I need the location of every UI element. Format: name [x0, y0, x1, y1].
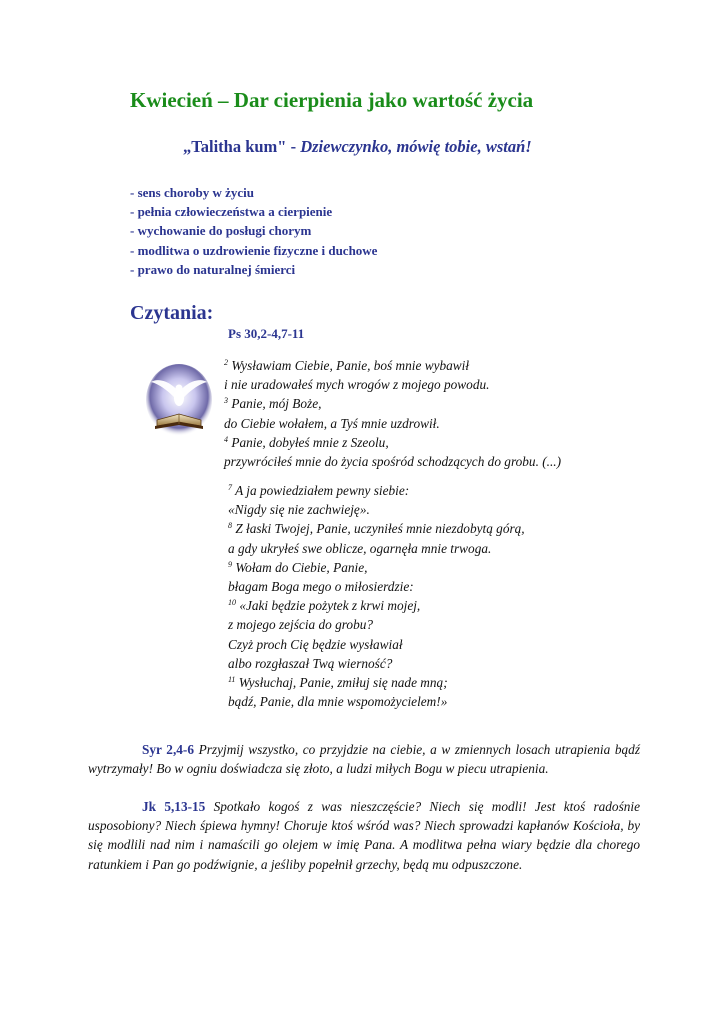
verse-line: [228, 615, 525, 634]
verse-line: [228, 539, 525, 558]
verse-text: a gdy ukryłeś swe oblicze, ogarnęła mnie trwoga.: [228, 540, 492, 556]
topic-item: - pełnia człowieczeństwa a cierpienie: [130, 204, 333, 220]
topic-item: - modlitwa o uzdrowienie fizyczne i duchowe: [130, 242, 378, 258]
verse-line: [224, 414, 561, 433]
verse-line: [224, 356, 561, 375]
verse-text: bądź, Panie, dla mnie wspomożycielem!»: [228, 694, 448, 710]
verse-text: albo rozgłaszał Twą wierność?: [228, 655, 393, 671]
verse-number: 4: [224, 434, 228, 444]
reading-reference: Syr 2,4-6: [142, 742, 195, 757]
verse-line: [224, 394, 561, 413]
verse-line: [224, 452, 561, 471]
verse-number: 3: [224, 396, 228, 406]
topic-item: - sens choroby w życiu: [130, 185, 254, 200]
verse-text: Panie, mój Boże,: [228, 396, 322, 412]
reading-text: Przyjmij wszystko, co przyjdzie na ciebie, a w zmiennych losach utrapienia bądź wytrzymały! Bo w ogniu doświadcza się złoto, a ludzi miłych Bogu w piecu utrapienia.: [88, 742, 640, 777]
verse-text: «Jaki będzie pożytek z krwi mojej,: [236, 598, 421, 614]
verse-line: [228, 596, 525, 615]
verse-line: [228, 519, 525, 538]
reading-text: Spotkało kogoś z was nieszczęście? Niech się modli! Jest ktoś radośnie usposobiony? Niech śpiewa hymny! Choruje ktoś wśród was? Niech sprowadzi kapłanów Kościoła, by się modlili nad nim i namaścili go olejem w imię Pana. A modlitwa pełna wiary będzie dla chorego ratunkiem i Pan go podźwignie, a jeśliby popełnił grzechy, będą mu odpuszczone.: [88, 799, 640, 872]
psalm-reference: Ps 30,2-4,7-11: [228, 326, 305, 341]
verse-text: do Ciebie wołałem, a Tyś mnie uzdrowił.: [224, 415, 440, 431]
verse-number: 11: [228, 675, 236, 685]
verse-line: [228, 577, 525, 596]
verse-text: i nie uradowałeś mych wrogów z mojego powodu.: [224, 377, 490, 393]
subtitle-quote: „Talitha kum" -: [183, 137, 301, 156]
topic-item: - prawo do naturalnej śmierci: [130, 261, 296, 277]
dove-over-bible-icon: [145, 362, 213, 437]
verse-line: [228, 481, 525, 500]
verse-line: [228, 558, 525, 577]
verse-line: [228, 692, 525, 711]
page-title: Kwiecień – Dar cierpienia jako wartość życia: [130, 88, 534, 112]
verse-text: błagam Boga mego o miłosierdzie:: [228, 579, 414, 595]
verse-text: Z łaski Twojej, Panie, uczyniłeś mnie niezdobytą górą,: [232, 521, 525, 537]
readings-heading: Czytania:: [130, 302, 214, 324]
verse-number: 7: [228, 483, 232, 492]
topic-item: - wychowanie do posługi chorym: [130, 223, 312, 239]
reading-syr: [88, 740, 640, 778]
verse-text: Wysłuchaj, Panie, zmiłuj się nade mną;: [235, 675, 448, 691]
subtitle: [183, 137, 532, 157]
verse-text: Panie, dobyłeś mnie z Szeolu,: [228, 434, 389, 450]
psalm-block-2: [228, 481, 525, 711]
verse-line: [228, 673, 525, 692]
verse-number: 8: [228, 521, 232, 531]
verse-text: przywróciłeś mnie do życia spośród schodzących do grobu. (...): [224, 454, 562, 470]
reading-jk: [88, 797, 640, 874]
verse-number: 10: [228, 598, 236, 608]
verse-text: Czyż proch Cię będzie wysławiał: [228, 636, 403, 652]
verse-number: 9: [228, 559, 232, 569]
verse-text: Wysławiam Ciebie, Panie, boś mnie wybawił: [228, 358, 470, 373]
verse-text: A ja powiedziałem pewny siebie:: [232, 483, 410, 498]
verse-line: [228, 500, 525, 519]
verse-number: 2: [224, 358, 228, 367]
verse-text: «Nigdy się nie zachwieję».: [228, 502, 370, 518]
reading-reference: Jk 5,13-15: [142, 799, 206, 814]
verse-text: Wołam do Ciebie, Panie,: [232, 559, 368, 575]
subtitle-translation: Dziewczynko, mówię tobie, wstań!: [300, 137, 532, 156]
verse-line: [224, 433, 561, 452]
verse-line: [228, 654, 525, 673]
topics-list: [130, 183, 377, 279]
verse-line: [224, 375, 561, 394]
psalm-block-1: [224, 356, 561, 471]
verse-text: z mojego zejścia do grobu?: [228, 617, 374, 633]
verse-line: [228, 635, 525, 654]
